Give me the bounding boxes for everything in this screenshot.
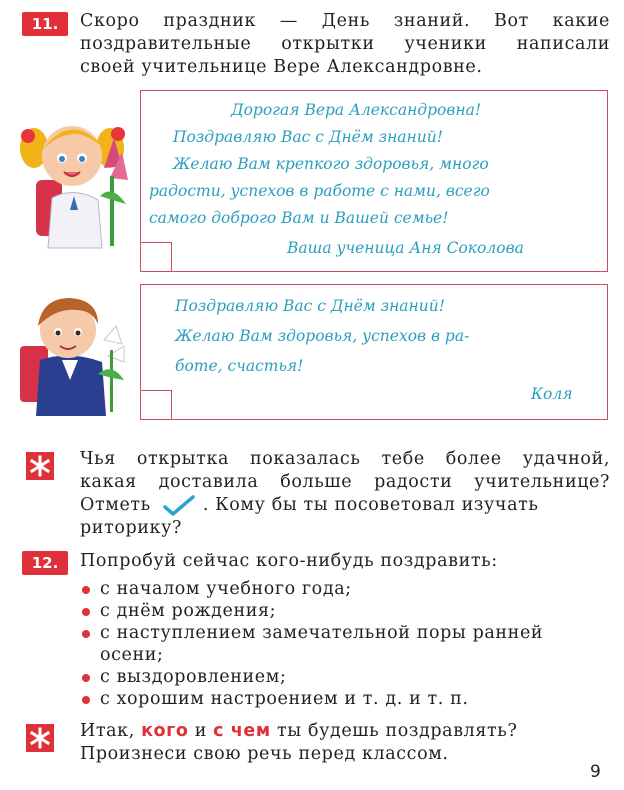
list-item: с днём рождения;	[80, 600, 610, 622]
card1-line: Поздравляю Вас с Днём знаний!	[173, 128, 443, 146]
card1-line: Дорогая Вера Александровна!	[231, 101, 482, 119]
page-number: 9	[590, 762, 601, 782]
bullet-icon	[82, 608, 90, 616]
card1-checkbox[interactable]	[141, 242, 172, 271]
bullet-icon	[82, 586, 90, 594]
greeting-card-1	[140, 90, 608, 272]
greeting-options-list	[80, 578, 610, 710]
greeting-card-2	[140, 284, 608, 420]
bullet-icon	[82, 696, 90, 704]
task12-intro: Попробуй сейчас кого-нибудь поздравить:	[80, 551, 498, 571]
card2-line: боте, счастья!	[175, 357, 304, 375]
boy-illustration	[12, 290, 132, 420]
list-item: с выздоровлением;	[80, 666, 610, 688]
list-item: с наступлением замечательной поры ранней осени;	[80, 622, 610, 666]
bullet-icon	[82, 630, 90, 638]
task-number-badge: 11.	[22, 12, 68, 36]
asterisk-badge	[26, 724, 54, 752]
question2-text: Итак, кого и с чем ты будешь поздравлять? Произнеси свою речь перед классом.	[80, 721, 518, 764]
card2-signature: Коля	[531, 385, 573, 403]
asterisk-icon	[29, 727, 51, 749]
list-item: с хорошим настроением и т. д. и т. п.	[80, 688, 610, 710]
highlight-kogo: кого	[141, 721, 189, 741]
card1-line: Желаю Вам крепкого здоровья, много	[173, 155, 489, 173]
list-item: с началом учебного года;	[80, 578, 610, 600]
asterisk-icon	[29, 455, 51, 477]
highlight-s-chem: с чем	[213, 721, 271, 741]
bullet-icon	[82, 674, 90, 682]
card1-line: радости, успехов в работе с нами, всего	[149, 182, 490, 200]
asterisk-badge	[26, 452, 54, 480]
card1-signature: Ваша ученица Аня Соколова	[287, 239, 524, 257]
task-number-badge: 12.	[22, 551, 68, 575]
task11-text: Скоро праздник — День знаний. Вот какие поздравительные открытки ученики написали своей учительнице Вере Александровне.	[80, 11, 610, 77]
checkmark-icon	[161, 495, 197, 517]
card2-line: Поздравляю Вас с Днём знаний!	[175, 297, 445, 315]
card2-line: Желаю Вам здоровья, успехов в ра-	[175, 327, 470, 345]
card1-line: самого доброго Вам и Вашей семье!	[149, 209, 449, 227]
question1-text: Чья открытка показалась тебе более удачной, какая доставила больше радости учительнице? Отметь . Кому бы ты посоветовал изучать риторику?	[80, 449, 610, 538]
girl-illustration	[14, 108, 134, 258]
card2-checkbox[interactable]	[141, 390, 172, 419]
